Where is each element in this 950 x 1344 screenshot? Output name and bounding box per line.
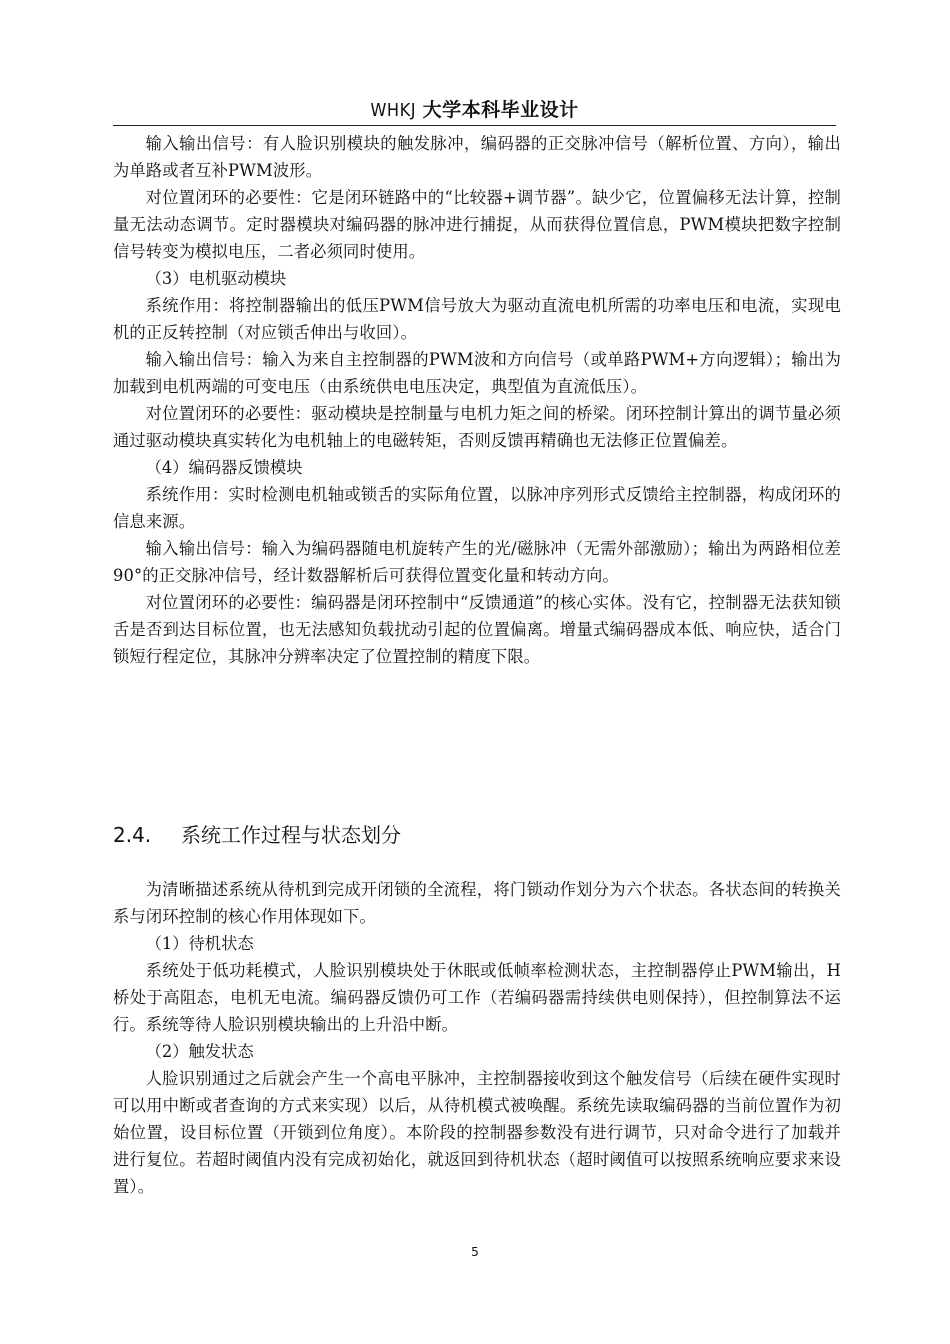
header-school-code: WHKJ [370, 100, 417, 121]
subheading-standby-state: （1）待机状态 [145, 934, 254, 953]
section-heading [113, 820, 401, 850]
paragraph-encoder-function: 系统作用：实时检测电机轴或锁舌的实际角位置，以脉冲序列形式反馈给主控制器，构成闭环的信息来源。 [113, 485, 841, 531]
subheading-motor-driver: （3）电机驱动模块 [145, 269, 287, 288]
subheading-trigger-state: （2）触发状态 [145, 1042, 254, 1061]
paragraph-driver-necessity: 对位置闭环的必要性：驱动模块是控制量与电机力矩之间的桥梁。闭环控制计算出的调节量必须通过驱动模块真实转化为电机轴上的电磁转矩，否则反馈再精确也无法修正位置偏差。 [113, 404, 841, 450]
paragraph-io-signals-controller: 输入输出信号：有人脸识别模块的触发脉冲，编码器的正交脉冲信号（解析位置、方向），输出为单路或者互补PWM波形。 [113, 134, 841, 180]
paragraph-encoder-io: 输入输出信号：输入为编码器随电机旋转产生的光/磁脉冲（无需外部激励）；输出为两路相位差90°的正交脉冲信号，经计数器解析后可获得位置变化量和转动方向。 [113, 539, 841, 585]
page-number: 5 [471, 1245, 479, 1259]
body-upper [113, 130, 841, 670]
paragraph-driver-function: 系统作用：将控制器输出的低压PWM信号放大为驱动直流电机所需的功率电压和电流，实现电机的正反转控制（对应锁舌伸出与收回）。 [113, 296, 841, 342]
paragraph-driver-io: 输入输出信号：输入为来自主控制器的PWM波和方向信号（或单路PWM+方向逻辑）；输出为加载到电机两端的可变电压（由系统供电电压决定，典型值为直流低压）。 [113, 350, 841, 396]
section-number: 2.4. [113, 823, 152, 847]
paragraph-trigger-state: 人脸识别通过之后就会产生一个高电平脉冲，主控制器接收到这个触发信号（后续在硬件实现时可以用中断或者查询的方式来实现）以后，从待机模式被唤醒。系统先读取编码器的当前位置作为初始位置，设目标位置（开锁到位角度）。本阶段的控制器参数没有进行调节，只对命令进行了加载并进行复位。若超时阈值内没有完成初始化，就返回到待机状态（超时阈值可以按照系统响应要求来设置）。 [113, 1069, 841, 1196]
paragraph-standby-state: 系统处于低功耗模式，人脸识别模块处于休眠或低帧率检测状态，主控制器停止PWM输出，H桥处于高阻态，电机无电流。编码器反馈仍可工作（若编码器需持续供电则保持），但控制算法不运行。系统等待人脸识别模块输出的上升沿中断。 [113, 961, 841, 1034]
section-title: 系统工作过程与状态划分 [181, 823, 401, 847]
header-document-type: 大学本科毕业设计 [422, 99, 579, 121]
paragraph-encoder-necessity: 对位置闭环的必要性：编码器是闭环控制中“反馈通道”的核心实体。没有它，控制器无法获知锁舌是否到达目标位置，也无法感知负载扰动引起的位置偏离。增量式编码器成本低、响应快，适合门锁短行程定位，其脉冲分辨率决定了位置控制的精度下限。 [113, 593, 841, 666]
paragraph-necessity-controller: 对位置闭环的必要性：它是闭环链路中的“比较器+调节器”。缺少它，位置偏移无法计算，控制量无法动态调节。定时器模块对编码器的脉冲进行捕捉，从而获得位置信息，PWM模块把数字控制信号转变为模拟电压，二者必须同时使用。 [113, 188, 841, 261]
page-header [113, 92, 836, 126]
paragraph-section-intro: 为清晰描述系统从待机到完成开闭锁的全流程，将门锁动作划分为六个状态。各状态间的转换关系与闭环控制的核心作用体现如下。 [113, 880, 841, 926]
body-lower [113, 876, 841, 1200]
header-title [370, 95, 578, 122]
subheading-encoder: （4）编码器反馈模块 [145, 458, 303, 477]
